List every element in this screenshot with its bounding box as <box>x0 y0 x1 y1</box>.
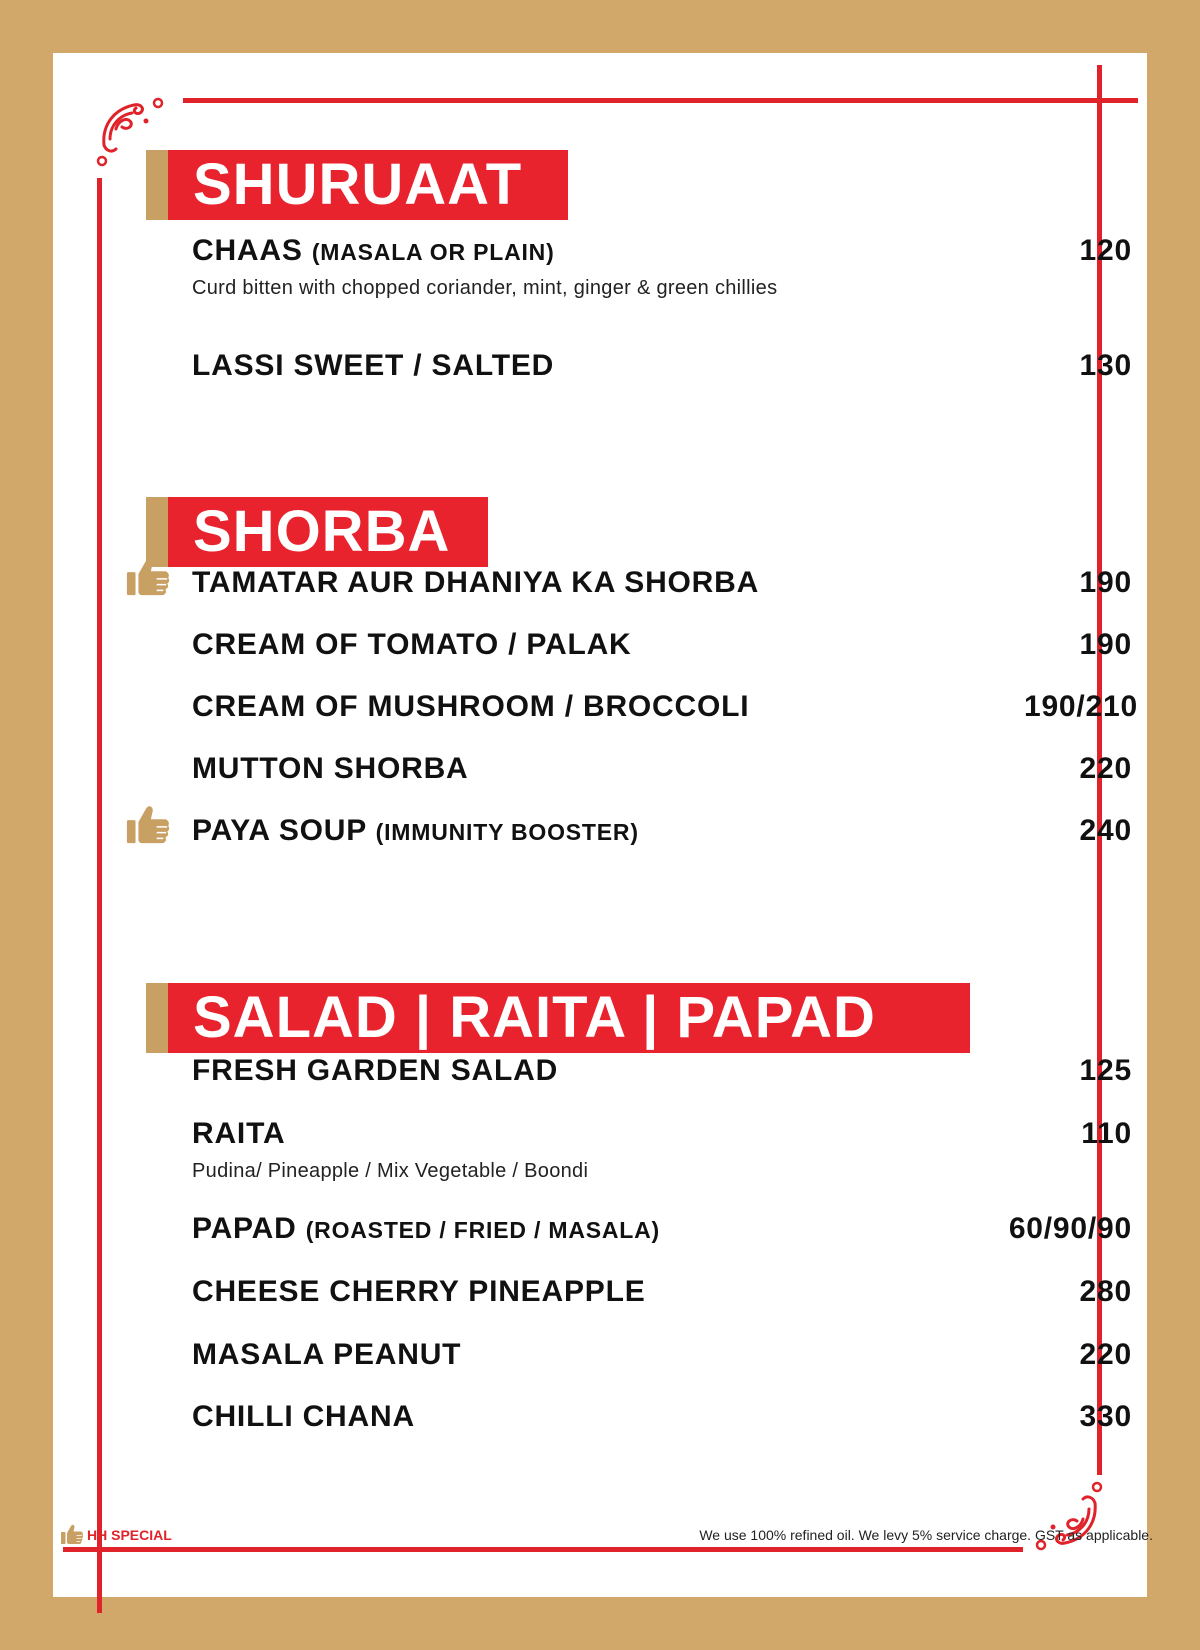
section-title: SALAD | RAITA | PAPAD <box>168 983 970 1053</box>
item-price: 190/210 <box>1023 690 1138 723</box>
section-accent-bar <box>146 150 168 220</box>
item-price: 190 <box>1079 628 1132 661</box>
item-price: 220 <box>1079 1338 1132 1371</box>
frame-line-top <box>183 98 1138 103</box>
item-note: (IMMUNITY BOOSTER) <box>375 819 639 845</box>
item-price: 220 <box>1079 752 1132 785</box>
item-price: 330 <box>1079 1400 1132 1433</box>
item-name: CHILLI CHANA <box>192 1400 415 1433</box>
item-price: 120 <box>1079 234 1132 267</box>
item-note: (MASALA OR PLAIN) <box>311 239 555 265</box>
thumbs-up-icon <box>125 553 171 599</box>
frame-line-left <box>97 178 102 1613</box>
item-price: 240 <box>1079 814 1132 847</box>
item-price: 60/90/90 <box>1008 1212 1132 1245</box>
thumbs-up-icon <box>125 801 171 847</box>
item-name: LASSI SWEET / SALTED <box>192 349 555 382</box>
item-price: 190 <box>1079 566 1132 599</box>
section-title: SHORBA <box>168 497 488 567</box>
hh-special-label: HH SPECIAL <box>87 1527 172 1543</box>
item-note: (ROASTED / FRIED / MASALA) <box>305 1217 660 1243</box>
footer-note: We use 100% refined oil. We levy 5% service charge. GST as applicable. <box>699 1527 1153 1543</box>
item-description: Curd bitten with chopped coriander, mint, ginger & green chillies <box>192 277 778 299</box>
item-name: TAMATAR AUR DHANIYA KA SHORBA <box>192 566 760 599</box>
frame-line-bottom <box>63 1547 1023 1552</box>
item-name: CREAM OF MUSHROOM / BROCCOLI <box>192 690 750 723</box>
item-name: RAITA <box>192 1117 286 1150</box>
item-name: CHEESE CHERRY PINEAPPLE <box>192 1275 646 1308</box>
item-price: 130 <box>1079 349 1132 382</box>
item-price: 110 <box>1081 1117 1132 1150</box>
item-description: Pudina/ Pineapple / Mix Vegetable / Boondi <box>192 1160 589 1182</box>
item-name: PAPAD <box>192 1212 297 1245</box>
item-name: CHAAS <box>192 234 303 267</box>
thumbs-up-icon <box>60 1522 84 1546</box>
section-accent-bar <box>146 983 168 1053</box>
item-price: 125 <box>1079 1054 1132 1087</box>
item-price: 280 <box>1079 1275 1132 1308</box>
item-name: MUTTON SHORBA <box>192 752 469 785</box>
item-name: FRESH GARDEN SALAD <box>192 1054 559 1087</box>
item-name: CREAM OF TOMATO / PALAK <box>192 628 632 661</box>
menu-page <box>53 53 1147 1597</box>
section-title: SHURUAAT <box>168 150 568 220</box>
item-name: MASALA PEANUT <box>192 1338 462 1371</box>
item-name: PAYA SOUP <box>192 814 367 847</box>
